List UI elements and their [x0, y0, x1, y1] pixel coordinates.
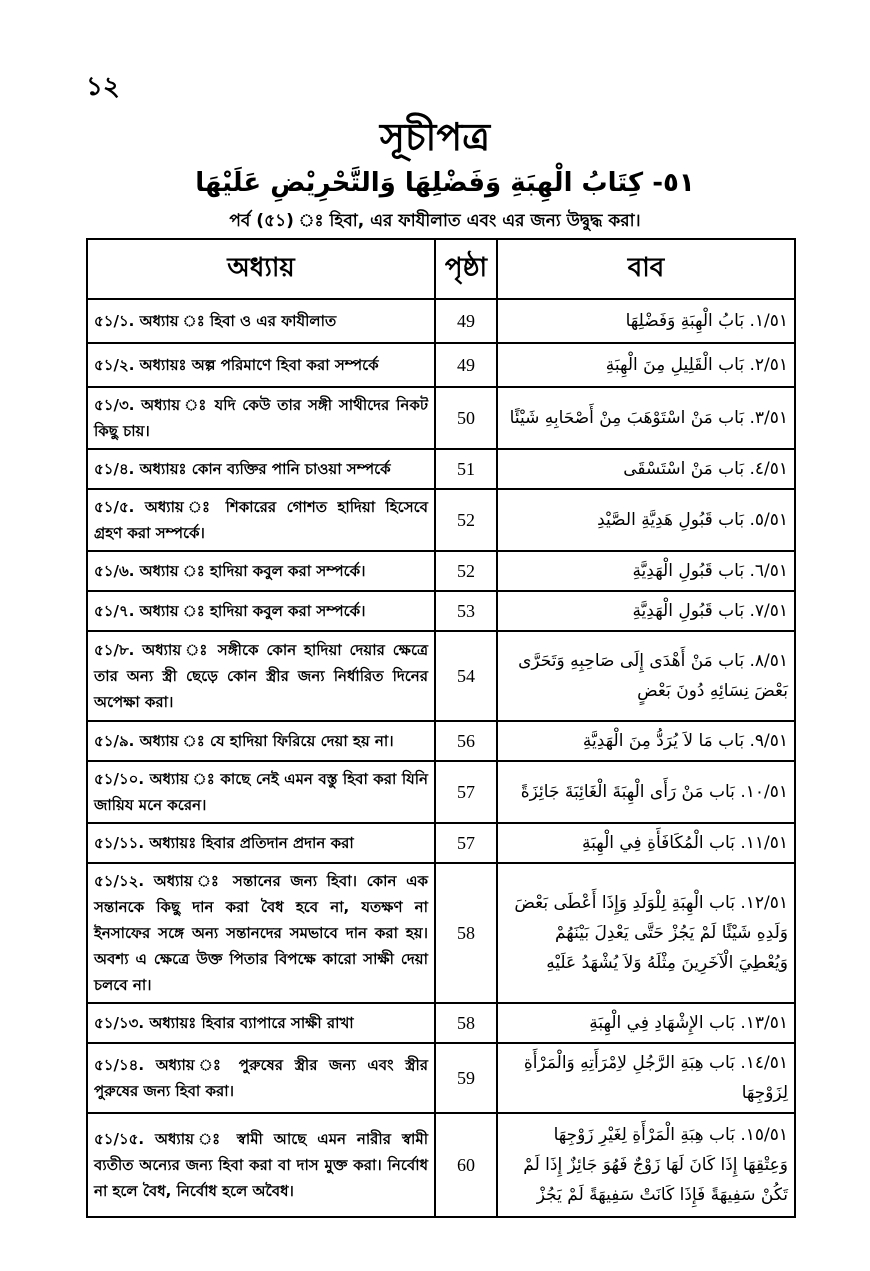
- chapter-title-bn: ৫১/১৪. অধ্যায় ঃ পুরুষের স্ত্রীর জন্য এবং স্ত্রীর পুরুষের জন্য হিবা করা।: [87, 1043, 435, 1113]
- header-chapter: অধ্যায়: [87, 239, 435, 299]
- table-row: [87, 1113, 795, 1217]
- chapter-title-bn: ৫১/১. অধ্যায় ঃ হিবা ও এর ফাযীলাত: [87, 299, 435, 343]
- page-number-cell: 50: [435, 387, 497, 449]
- page-title: সূচীপত্র: [379, 115, 491, 159]
- bab-title-ar: ٦/٥١. بَاب قَبُولِ الْهَدِيَّةِ: [497, 551, 795, 591]
- page-number-cell: 57: [435, 761, 497, 823]
- contents-table: [86, 238, 796, 1218]
- table-body: [87, 299, 795, 1217]
- table-row: [87, 449, 795, 489]
- table-row: [87, 489, 795, 551]
- chapter-title-bn: ৫১/৬. অধ্যায় ঃ হাদিয়া কবুল করা সম্পর্কে।: [87, 551, 435, 591]
- table-row: [87, 1003, 795, 1043]
- chapter-title-bn: ৫১/৭. অধ্যায় ঃ হাদিয়া কবুল করা সম্পর্কে।: [87, 591, 435, 631]
- bab-title-ar: ١٢/٥١. بَاب الْهِبَةِ لِلْوَلَدِ وَإِذَا أَعْطَى بَعْضَ وَلَدِهِ شَيْئًا لَمْ يَجُزْ حَتَّى يَعْدِلَ بَيْنَهُمْ وَيُعْطِيَ الْآخَرِينَ مِثْلَهُ وَلاَ يُشْهَدُ عَلَيْهِ: [497, 863, 795, 1003]
- bab-title-ar: ٢/٥١. بَاب الْقَلِيلِ مِنَ الْهِبَةِ: [497, 343, 795, 387]
- bab-title-ar: ٤/٥١. بَاب مَنْ اسْتَسْقَى: [497, 449, 795, 489]
- page-number-cell: 60: [435, 1113, 497, 1217]
- bab-title-ar: ١٤/٥١. بَاب هِبَةِ الرَّجُلِ لاِمْرَأَتِهِ وَالْمَرْأَةِ لِزَوْجِهَا: [497, 1043, 795, 1113]
- page-number-cell: 52: [435, 489, 497, 551]
- table-row: [87, 631, 795, 721]
- page-number-cell: 49: [435, 343, 497, 387]
- page-number-cell: 57: [435, 823, 497, 863]
- chapter-title-bn: ৫১/১২. অধ্যায় ঃ সন্তানের জন্য হিবা। কোন এক সন্তানকে কিছু দান করা বৈধ হবে না, যতক্ষণ না ইনসাফের সঙ্গে অন্য সন্তানদের সমভাবে দান করা হয়। অবশ্য এ ক্ষেত্রে উক্ত পিতার বিপক্ষে কারো সাক্ষী দেয়া চলবে না।: [87, 863, 435, 1003]
- chapter-title-bn: ৫১/৩. অধ্যায় ঃ যদি কেউ তার সঙ্গী সাথীদের নিকট কিছু চায়।: [87, 387, 435, 449]
- page-number-cell: 58: [435, 1003, 497, 1043]
- chapter-title-bn: ৫১/৫. অধ্যায় ঃ শিকারের গোশত হাদিয়া হিসেবে গ্রহণ করা সম্পর্কে।: [87, 489, 435, 551]
- section-subtitle: পর্ব (৫১) ঃ হিবা, এর ফাযীলাত এবং এর জন্য উদ্বুদ্ধ করা।: [229, 211, 641, 231]
- chapter-title-bn: ৫১/১০. অধ্যায় ঃ কাছে নেই এমন বস্তু হিবা করা যিনি জায়িয মনে করেন।: [87, 761, 435, 823]
- page-number-cell: 52: [435, 551, 497, 591]
- chapter-title-bn: ৫১/৪. অধ্যায়ঃ কোন ব্যক্তির পানি চাওয়া সম্পর্কে: [87, 449, 435, 489]
- header-page: পৃষ্ঠা: [435, 239, 497, 299]
- page-number: ১২: [86, 72, 120, 102]
- page-number-cell: 59: [435, 1043, 497, 1113]
- table-row: [87, 551, 795, 591]
- table-row: [87, 387, 795, 449]
- table-row: [87, 721, 795, 761]
- bab-title-ar: ١٥/٥١. بَاب هِبَةِ الْمَرْأَةِ لِغَيْرِ زَوْجِهَا وَعِتْقِهَا إِذَا كَانَ لَهَا زَوْجٌ فَهُوَ جَائِزٌ إِذَا لَمْ تَكُنْ سَفِيهَةً فَإِذَا كَانَتْ سَفِيهَةً لَمْ يَجُزْ: [497, 1113, 795, 1217]
- chapter-title-bn: ৫১/১৫. অধ্যায় ঃ স্বামী আছে এমন নারীর স্বামী ব্যতীত অন্যের জন্য হিবা করা বা দাস মুক্ত করা। নির্বোধ না হলে বৈধ, নির্বোধ হলে অবৈধ।: [87, 1113, 435, 1217]
- chapter-title-bn: ৫১/১১. অধ্যায়ঃ হিবার প্রতিদান প্রদান করা: [87, 823, 435, 863]
- bab-title-ar: ٥/٥١. بَاب قَبُولِ هَدِيَّةِ الصَّيْدِ: [497, 489, 795, 551]
- table-row: [87, 299, 795, 343]
- bab-title-ar: ٧/٥١. بَاب قَبُولِ الْهَدِيَّةِ: [497, 591, 795, 631]
- bab-title-ar: ١/٥١. بَابُ الْهِبَةِ وَفَضْلِهَا: [497, 299, 795, 343]
- page-number-cell: 51: [435, 449, 497, 489]
- table-row: [87, 863, 795, 1003]
- chapter-title-bn: ৫১/৯. অধ্যায় ঃ যে হাদিয়া ফিরিয়ে দেয়া হয় না।: [87, 721, 435, 761]
- chapter-title-bn: ৫১/২. অধ্যায়ঃ অল্প পরিমাণে হিবা করা সম্পর্কে: [87, 343, 435, 387]
- page-number-cell: 56: [435, 721, 497, 761]
- bab-title-ar: ٣/٥١. بَاب مَنْ اسْتَوْهَبَ مِنْ أَصْحَابِهِ شَيْئًا: [497, 387, 795, 449]
- page-number-cell: 54: [435, 631, 497, 721]
- bab-title-ar: ١٠/٥١. بَاب مَنْ رَأَى الْهِبَةَ الْغَائِبَةَ جَائِزَةً: [497, 761, 795, 823]
- bab-title-ar: ٩/٥١. بَاب مَا لاَ يُرَدُّ مِنَ الْهَدِيَّةِ: [497, 721, 795, 761]
- table-header-row: [87, 239, 795, 299]
- chapter-title-bn: ৫১/১৩. অধ্যায়ঃ হিবার ব্যাপারে সাক্ষী রাখা: [87, 1003, 435, 1043]
- page-number-cell: 58: [435, 863, 497, 1003]
- table-row: [87, 1043, 795, 1113]
- bab-title-ar: ١٣/٥١. بَاب الإِشْهَادِ فِي الْهِبَةِ: [497, 1003, 795, 1043]
- chapter-title-bn: ৫১/৮. অধ্যায় ঃ সঙ্গীকে কোন হাদিয়া দেয়ার ক্ষেত্রে তার অন্য স্ত্রী ছেড়ে কোন স্ত্রীর জন্য নির্ধারিত দিনের অপেক্ষা করা।: [87, 631, 435, 721]
- page-number-cell: 53: [435, 591, 497, 631]
- table-row: [87, 823, 795, 863]
- table-row: [87, 591, 795, 631]
- bab-title-ar: ٨/٥١. بَاب مَنْ أَهْدَى إِلَى صَاحِبِهِ وَتَحَرَّى بَعْضَ نِسَائِهِ دُونَ بَعْضٍ: [497, 631, 795, 721]
- bab-title-ar: ١١/٥١. بَاب الْمُكَافَأَةِ فِي الْهِبَةِ: [497, 823, 795, 863]
- table-row: [87, 761, 795, 823]
- page-number-cell: 49: [435, 299, 497, 343]
- header-bab: বাব: [497, 239, 795, 299]
- table-row: [87, 343, 795, 387]
- arabic-book-heading: ٥١- كِتَابُ الْهِبَةِ وَفَضْلِهَا وَالتَّحْرِيْضِ عَلَيْهَا: [195, 168, 695, 198]
